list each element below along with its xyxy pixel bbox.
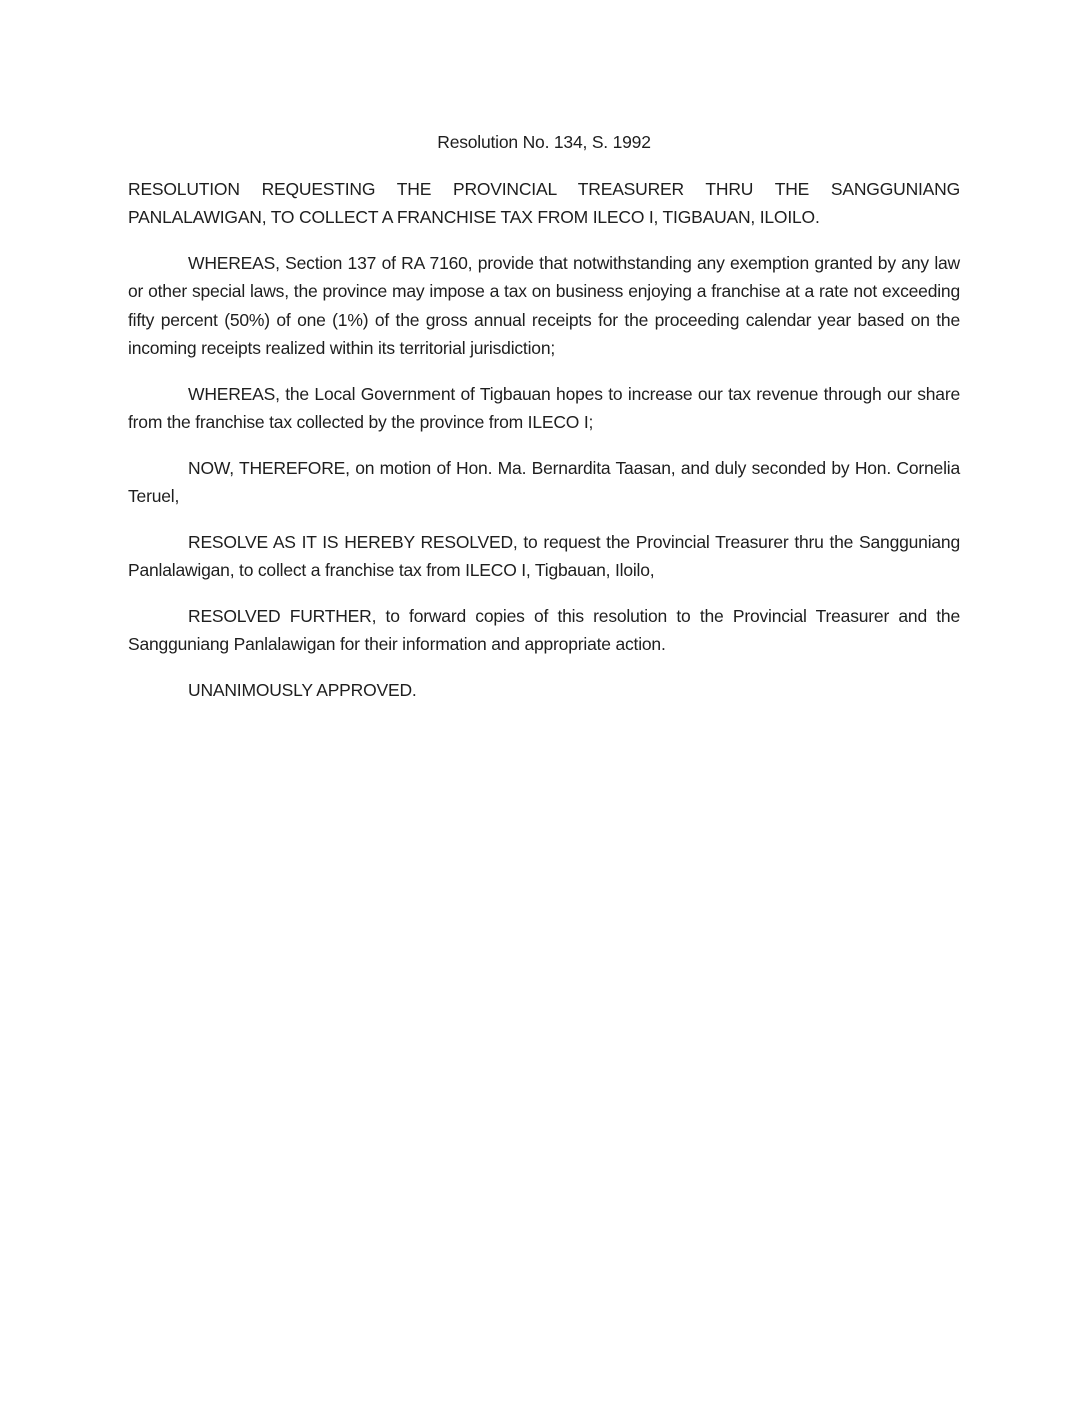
- paragraph-whereas-local-government: WHEREAS, the Local Government of Tigbauan hopes to increase our tax revenue through our share from the franchise tax collected by the province from ILECO I;: [128, 383, 960, 432]
- resolution-heading: RESOLUTION REQUESTING THE PROVINCIAL TREASURER THRU THE SANGGUNIANG PANLALAWIGAN, TO COLLECT A FRANCHISE TAX FROM ILECO I, TIGBAUAN, ILOILO.: [128, 178, 960, 227]
- paragraph-unanimously-approved: UNANIMOUSLY APPROVED.: [188, 679, 417, 700]
- document-title: Resolution No. 134, S. 1992: [437, 132, 651, 152]
- paragraph-now-therefore: NOW, THEREFORE, on motion of Hon. Ma. Bernardita Taasan, and duly seconded by Hon. Cornelia Teruel,: [128, 457, 960, 506]
- paragraph-whereas-section-137: WHEREAS, Section 137 of RA 7160, provide that notwithstanding any exemption granted by any law or other special laws, the province may impose a tax on business enjoying a franchise at a rate not exceeding fifty percent (50%) of one (1%) of the gross annual receipts for the proceeding calendar year based on the incoming receipts realized within its territorial jurisdiction;: [128, 252, 960, 358]
- paragraph-resolved-further: RESOLVED FURTHER, to forward copies of this resolution to the Provincial Treasurer and the Sangguniang Panlalawigan for their information and appropriate action.: [128, 605, 960, 654]
- paragraph-resolve-as-resolved: RESOLVE AS IT IS HEREBY RESOLVED, to request the Provincial Treasurer thru the Sangguniang Panlalawigan, to collect a franchise tax from ILECO I, Tigbauan, Iloilo,: [128, 531, 960, 580]
